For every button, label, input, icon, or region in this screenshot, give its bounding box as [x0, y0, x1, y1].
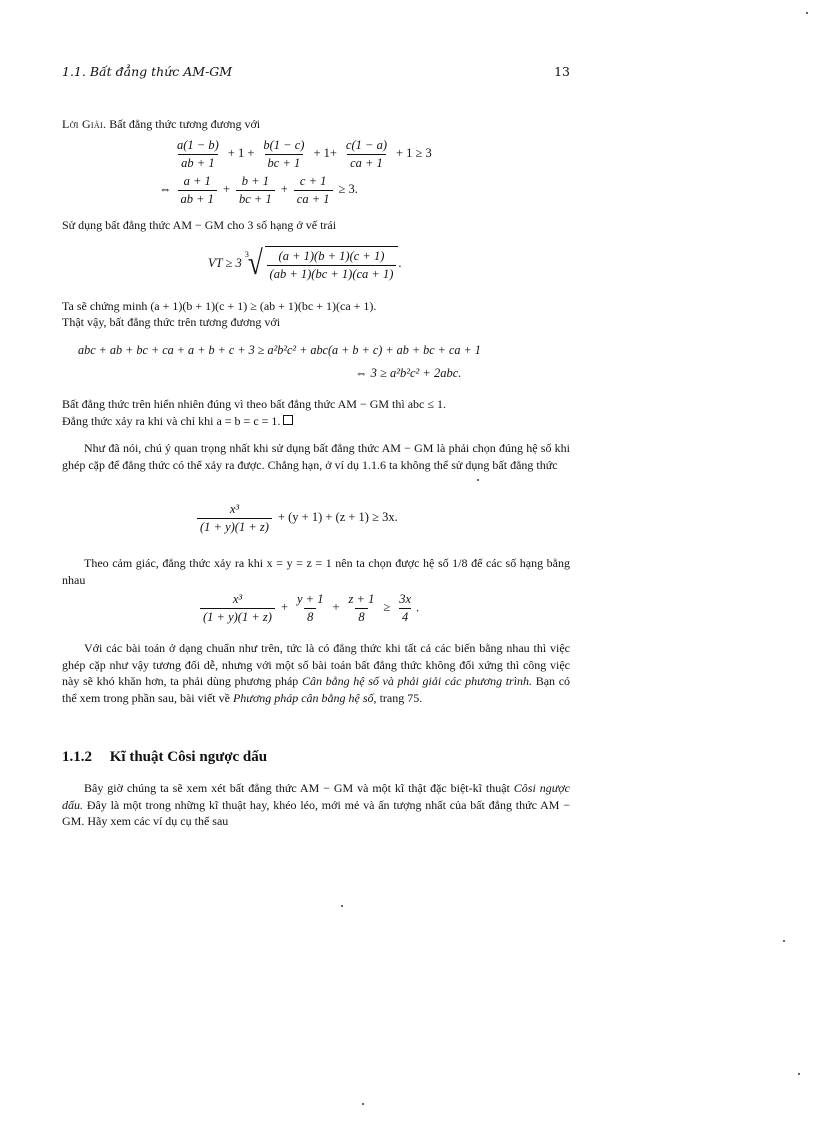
equation-4-line-2: ⇔ 3 ≥ a²b²c² + 2abc.: [355, 366, 462, 380]
equation-6: $\frac{\text{x³}}{(1 + y)(1 + z)}$ + $\frac{y + 1}{8}$ + $\frac{z + 1}{8}$ ≥ $\frac{3x}{4}$ .: [198, 592, 419, 625]
section-number: 1.1.2: [62, 749, 92, 765]
prove-line-2: Thật vậy, bất đẳng thức trên tương đương với: [62, 315, 281, 329]
section-title: Kĩ thuật Côsi ngược dấu: [109, 749, 268, 765]
fraction: $\frac{b(1 - c)}{bc + 1}$: [263, 138, 305, 170]
fraction: $\frac{\text{x³}}{(1 + y)(1 + z)}$: [197, 502, 272, 535]
fraction: $\frac{\text{x³}}{(1 + y)(1 + z)}$: [200, 592, 275, 625]
amgm-sentence: Sử dụng bất đẳng thức AM − GM cho 3 số hạng ở vế trái: [62, 218, 337, 232]
prove-line-1: Ta sẽ chứng minh (a + 1)(b + 1)(c + 1) ≥ (ab + 1)(bc + 1)(ca + 1).: [62, 299, 377, 313]
scan-speck: [477, 479, 479, 481]
solution-label: Lời Giải.: [62, 117, 107, 131]
cube-root: 3 √ $\frac{(a + 1)(b + 1)(c + 1)}{(ab + 1)(bc + 1)(ca + 1)}$: [245, 246, 399, 282]
fraction: $\frac{3x}{4}$: [399, 592, 412, 624]
equation-3: VT ≥ 3 3 √ $\frac{(a + 1)(b + 1)(c + 1)}{(ab + 1)(bc + 1)(ca + 1)}$ .: [208, 245, 402, 282]
solution-intro: [62, 116, 570, 133]
scan-speck: [783, 940, 785, 942]
paragraph-standard: Với các bài toán ở dạng chuẩn như trên, tức là có đẳng thức khi tất cả các biến bằng nhau thì việc ghép cặp như vậy tương đối dễ, nhưng với một số bài toán bất đẳng thức không đối xứng thì công việc này sẽ khó khăn hơn, ta phải dùng phương pháp Cân bằng hệ số và phải giải các phương trình. Bạn có thể xem trong phần sau, bài viết về Phương pháp cân bằng hệ số, trang 75.: [62, 641, 571, 705]
fraction: $\frac{c + 1}{ca + 1}$: [294, 174, 333, 207]
equation-5: $\frac{\text{x³}}{(1 + y)(1 + z)}$ + (y + 1) + (z + 1) ≥ 3x.: [195, 502, 402, 535]
fraction: $\frac{a(1 - b)}{ab + 1}$: [177, 138, 219, 170]
scan-speck: [341, 905, 343, 907]
page-number: 13: [554, 64, 570, 79]
fraction: $\frac{z + 1}{8}$: [348, 592, 375, 624]
equation-2: ⇔ $\frac{a + 1}{ab + 1}$ + $\frac{b + 1}{bc + 1}$ + $\frac{c + 1}{ca + 1}$ ≥ 3.: [159, 174, 358, 206]
running-title: 1.1. Bất đẳng thức AM-GM: [62, 64, 233, 79]
fraction: $\frac{a + 1}{ab + 1}$: [178, 174, 217, 207]
equation-4-line-1: abc + ab + bc + ca + a + b + c + 3 ≥ a²b²c² + abc(a + b + c) + ab + bc + ca + 1: [78, 343, 481, 357]
fraction: $\frac{c(1 - a)}{ca + 1}$: [345, 138, 387, 170]
solution-intro-text: Bất đẳng thức tương đương với: [109, 117, 261, 131]
fraction: $\frac{(a + 1)(b + 1)(c + 1)}{(ab + 1)(bc + 1)(ca + 1)}$: [267, 249, 397, 282]
qed-box-icon: [283, 415, 293, 425]
equation-1: $\frac{a(1 - b)}{ab + 1}$ + 1 + $\frac{b(1 - c)}{bc + 1}$ + 1+ $\frac{c(1 - a)}{ca + 1}$ + 1 ≥ 3: [172, 138, 436, 171]
fraction: $\frac{b + 1}{bc + 1}$: [236, 174, 275, 207]
paragraph-note: Như đã nói, chú ý quan trọng nhất khi sử dụng bất đẳng thức AM − GM là phải chọn đúng hệ số khi ghép cặp để đẳng thức có thể xảy ra được. Chẳng hạn, ở ví dụ 1.1.6 ta không thể sử dụng bất đẳng thức: [62, 441, 570, 472]
paragraph-section: Bây giờ chúng ta sẽ xem xét bất đẳng thức AM − GM và một kĩ thật đặc biệt-kĩ thuật Côsi ngược dấu. Đây là một trong những kĩ thuật hay, khéo léo, mới mẻ và ấn tượng nhất của bất đẳng thức AM − GM. Hãy xem các ví dụ cụ thể sau: [62, 781, 571, 828]
scan-speck: [806, 12, 808, 14]
conclusion: Bất đẳng thức trên hiển nhiên đúng vì theo bất đẳng thức AM − GM thì abc ≤ 1. Đẳng thức xảy ra khi và chỉ khi a = b = c = 1.: [62, 397, 446, 428]
running-header: [62, 64, 570, 79]
paragraph-feeling: Theo cảm giác, đẳng thức xảy ra khi x = y = z = 1 nên ta chọn được hệ số 1/8 để các số hạng bằng nhau: [62, 556, 570, 587]
fraction: $\frac{y + 1}{8}$: [297, 592, 324, 624]
scan-speck: [362, 1103, 364, 1105]
section-heading: [62, 749, 267, 766]
scan-speck: [798, 1073, 800, 1075]
